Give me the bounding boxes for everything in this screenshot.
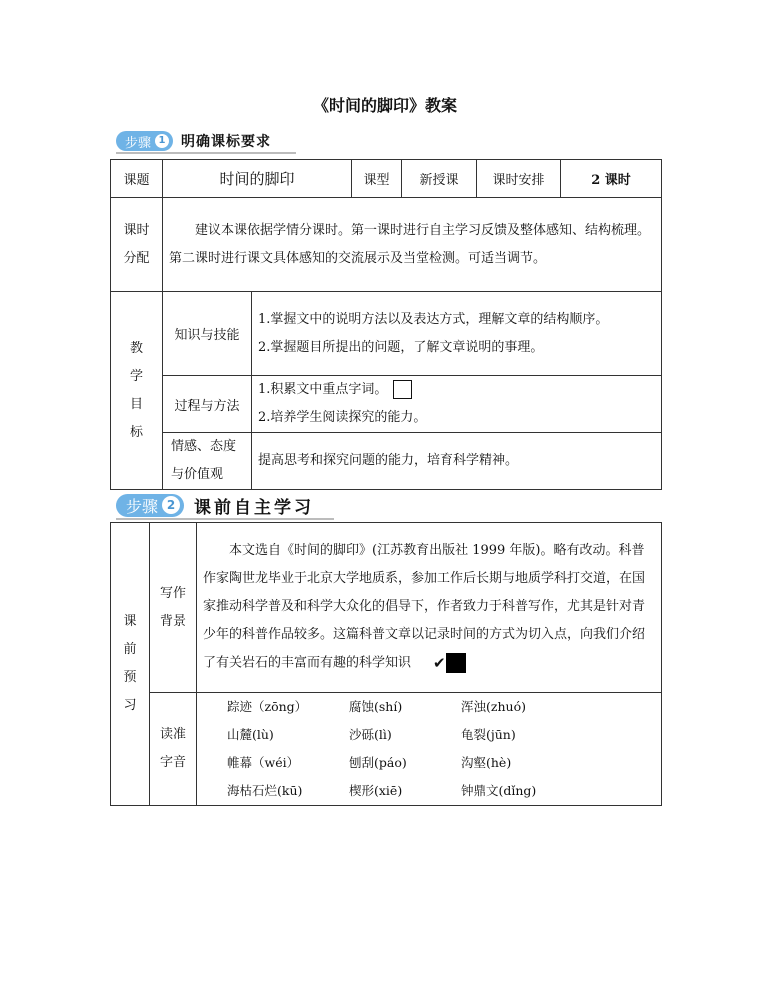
reading-item: 帷幕（wéi） (227, 755, 300, 770)
knowledge-content (252, 292, 662, 376)
step-number: 1 (155, 134, 169, 148)
reading-item: 浑浊(zhuó) (461, 699, 526, 714)
checkmark-icon: ✔ (433, 654, 446, 673)
curriculum-table (110, 159, 662, 490)
checkbox-icon[interactable] (393, 380, 412, 399)
background-label-line: 背景 (159, 613, 186, 629)
cell-type-value: 新授课 (402, 160, 477, 198)
reading-item: 楔形(xiē) (349, 783, 403, 798)
goal-label-char: 目 (129, 396, 143, 412)
alloc-label-line: 分配 (123, 250, 150, 266)
emotion-label-line: 与价值观 (171, 467, 224, 482)
background-content (197, 523, 662, 693)
preview-label-char: 课 (123, 614, 137, 629)
step-title: 明确课标要求 (181, 134, 272, 150)
step-pill (116, 494, 184, 517)
reading-item: 腐蚀(shí) (349, 699, 403, 714)
reading-content (197, 693, 662, 806)
process-item-row (258, 376, 655, 404)
reading-label-line: 字音 (159, 755, 186, 770)
emotion-text: 提高思考和探究问题的能力，培育科学精神。 (252, 433, 662, 490)
step-title: 课前自主学习 (194, 497, 315, 518)
emotion-label-line: 情感、态度 (171, 439, 237, 454)
table-row (111, 160, 662, 198)
reading-item: 龟裂(jūn) (461, 727, 516, 742)
preview-label-char: 前 (123, 642, 137, 657)
background-text: 本文选自《时间的脚印》(江苏教育出版社 1999 年版)。略有改动。科普作家陶世龙毕业于北京大学地质系，参加工作后长期与地质学科打交道，在国家推动科学普及和科学大众化的倡导下，作者致力于科普写作，尤其是针对青少年的科普作品较多。这篇科普文章以记录时间的方式为切入点，向我们介绍了有关岩石的丰富而有趣的科学知识 (203, 543, 646, 671)
reading-label-line: 读准 (159, 727, 186, 742)
step-label: 步骤 (126, 496, 159, 516)
reading-grid (141, 693, 661, 805)
preview-label-char: 预 (123, 670, 137, 685)
preview-table (110, 522, 662, 806)
alloc-text: 建议本课依据学情分课时。第一课时进行自主学习反馈及整体感知、结构梳理。第二课时进行课文具体感知的交流展示及当堂检测。可适当调节。 (163, 198, 662, 292)
cell-topic-value: 时间的脚印 (163, 160, 352, 198)
table-row (111, 693, 662, 806)
background-label-line: 写作 (159, 585, 186, 601)
goal-label-char: 学 (129, 368, 143, 384)
reading-item: 沙砾(lì) (349, 727, 392, 742)
table-row (111, 523, 662, 693)
process-item: 2.培养学生阅读探究的能力。 (258, 410, 427, 425)
step-2-underline (116, 518, 334, 520)
table-row (111, 376, 662, 433)
process-item: 1.积累文中重点字词。 (258, 382, 388, 397)
step-pill (116, 131, 173, 151)
background-label (150, 523, 197, 693)
knowledge-item: 1.掌握文中的说明方法以及表达方式，理解文章的结构顺序。 (258, 311, 609, 327)
reading-item: 海枯石烂(kū) (227, 783, 303, 798)
process-content (252, 376, 662, 433)
knowledge-label: 知识与技能 (163, 292, 252, 376)
preview-label-char: 习 (123, 698, 137, 713)
step-2-header (116, 493, 314, 517)
reading-item: 踪迹（zōng） (227, 699, 308, 714)
table-row (111, 433, 662, 490)
alloc-label (111, 198, 163, 292)
step-label: 步骤 (125, 135, 152, 151)
reading-item: 刨刮(páo) (349, 755, 407, 770)
alloc-label-line: 课时 (123, 222, 150, 238)
reading-item: 钟鼎文(dǐng) (461, 783, 537, 798)
reading-item: 沟壑(hè) (461, 755, 512, 770)
knowledge-item: 2.掌握题目所提出的问题，了解文章说明的事理。 (258, 339, 544, 355)
step-1-header (116, 131, 271, 151)
cell-type-label: 课型 (352, 160, 402, 198)
reading-item: 山麓(lù) (227, 727, 274, 742)
cell-hours-label: 课时安排 (477, 160, 561, 198)
step-number: 2 (162, 496, 180, 514)
emotion-label (163, 433, 252, 490)
table-row (111, 198, 662, 292)
step-1-underline (116, 152, 296, 154)
redaction-box (446, 653, 466, 673)
process-label: 过程与方法 (163, 376, 252, 433)
document-title: 《时间的脚印》教案 (312, 96, 457, 115)
goal-label-char: 标 (129, 424, 143, 440)
cell-hours-value: 2 课时 (561, 160, 662, 198)
cell-topic-label: 课题 (111, 160, 163, 198)
goal-label (111, 292, 163, 490)
table-row (111, 292, 662, 376)
goal-label-char: 教 (129, 340, 143, 356)
